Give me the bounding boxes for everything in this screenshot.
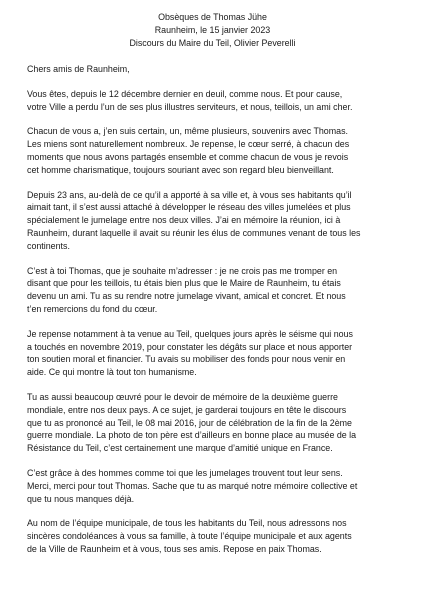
speaker-line: Discours du Maire du Teil, Olivier Peverelli — [129, 38, 296, 48]
paragraph: Tu as aussi beaucoup œuvré pour le devoir de mémoire de la deuxième guerre mondiale, entre nos deux pays. A ce sujet, je garderai toujours en tête le discours que tu as prononcé au Teil, le 08 mai 2016, jour de célébration de la fin de la 2ème guerre mondiale. La photo de ton père est d’ailleurs en bonne place au musée de la Résistance du Teil, c’est certainement une marque d’amitié unique en France. — [27, 391, 357, 454]
closing-paragraph: Au nom de l’équipe municipale, de tous les habitants du Teil, nous adressons nos sincères condoléances à vous sa famille, à toute l’équipe municipale et aux agents de la Ville de Raunheim et à vous, tous ses amis. Repose en paix Thomas. — [27, 518, 352, 554]
paragraph: Vous êtes, depuis le 12 décembre dernier en deuil, comme nous. Et pour cause, votre Ville a perdu l’un de ses plus illustres serviteurs, et nous, teillois, un ami cher. — [27, 88, 353, 112]
paragraph: Chacun de vous a, j’en suis certain, un, même plusieurs, souvenirs avec Thomas. Les miens sont naturellement nombreux. Je repense, le cœur serré, à chacun des moments que nous avons partagés ensemble et comme chacun de vous je revois cet homme charismatique, toujours souriant avec son regard bleu bienveillant. — [27, 126, 350, 175]
paragraph: Je repense notamment à ta venue au Teil, quelques jours après le séisme qui nous a touchés en novembre 2019, pour constater les dégâts sur place et nous apporter ton soutien moral et financier. Tu avais su mobiliser des fonds pour nous venir en aide. Ce qui montre là tout ton humanisme. — [27, 328, 353, 378]
place-date: Raunheim, le 15 janvier 2023 — [154, 25, 271, 35]
document-header — [27, 11, 398, 50]
document-title: Obsèques de Thomas Jühe — [158, 12, 267, 22]
paragraph: Depuis 23 ans, au-delà de ce qu’il a apporté à sa ville et, à vous ses habitants qu’il aimait tant, il s’est aussi attaché à développer le réseau des villes jumelées et plus spécialement le jumelage entre nos deux villes. J’ai en mémoire la réunion, ici à Raunheim, durant laquelle il avait su réunir les élus de communes venant de tous les continents. — [27, 189, 361, 251]
speech-body — [27, 63, 398, 556]
salutation: Chers amis de Raunheim, — [27, 64, 130, 74]
paragraph: C’est grâce à des hommes comme toi que les jumelages trouvent tout leur sens. Merci, merci pour tout Thomas. Sache que tu as marqué notre mémoire collective et que tu nous manques déjà. — [27, 467, 358, 504]
paragraph: C’est à toi Thomas, que je souhaite m’adresser : je ne crois pas me tromper en disant que pour les teillois, tu étais bien plus que le Maire de Raunheim, tu étais devenu un ami. Tu as su rendre notre jumelage vivant, amical et concret. Et nous t’en remercions du fond du cœur. — [27, 265, 346, 314]
